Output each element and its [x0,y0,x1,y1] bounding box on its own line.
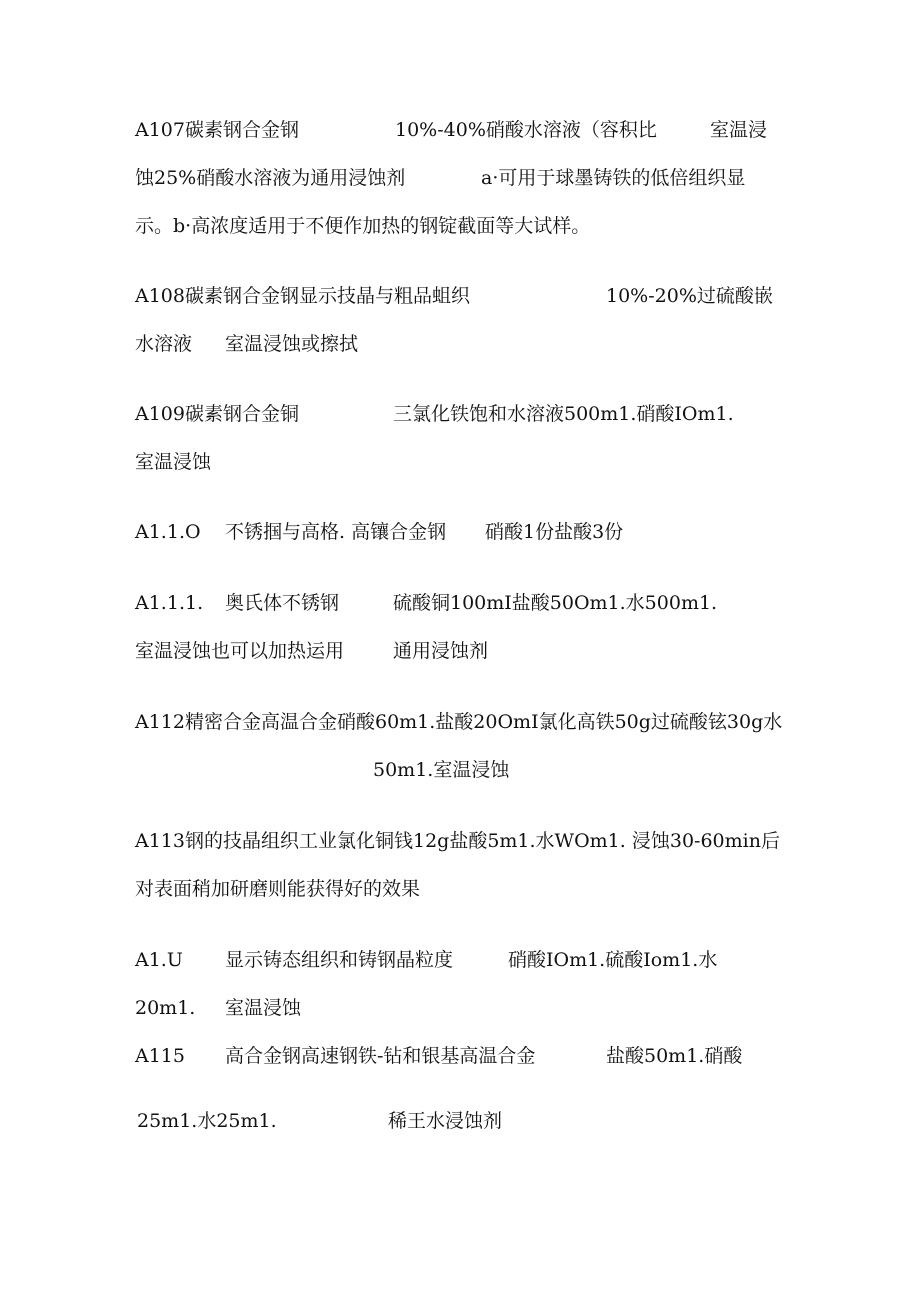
entry-a114-method: 室温浸蚀 [225,997,302,1019]
entry-a115-note: 稀王水浸蚀剂 [388,1110,503,1132]
entry-a107-note-1: 蚀25%硝酸水溶液为通用浸蚀剂 [135,167,406,189]
entry-a110-material: 不锈掴与高格. 高镶合金钢 [225,521,447,543]
entry-a114-id: A1.U [135,949,183,971]
entry-a114-line-2 [135,993,785,1023]
entry-a109-line-2 [135,447,785,477]
entry-a107-note-3: 示。b·高浓度适用于不便作加热的钢锭截面等大试样。 [135,215,591,237]
entry-a111-material: 奥氏体不锈钢 [225,592,340,614]
entry-a113-line-2 [135,874,785,904]
entry-a115-line-1 [135,1041,785,1071]
entry-a109-line-1 [135,399,785,429]
entry-a115-reagent: 盐酸50m1.硝酸 [606,1045,743,1067]
entry-a108-material: A108碳素钢合金钢显示技晶与粗品蛆织 [135,285,470,307]
entry-a112-line-1 [135,707,795,737]
entry-a108-line-2 [135,329,785,359]
entry-a111-line-2 [135,636,785,666]
entry-a112-line-2 [135,755,785,785]
entry-a112-text: A112精密合金高温合金硝酸60m1.盐酸20OmI氯化高铁50g过硫酸铉30g水 [135,711,783,733]
entry-a107-method: 室温浸 [710,119,768,141]
entry-a107-line-1 [135,115,785,145]
entry-a111-id: A1.1.1. [135,592,204,614]
entry-a111-note: 通用浸蚀剂 [393,640,489,662]
entry-a115-reagent-cont: 25m1.水25m1. [137,1110,277,1132]
entry-a109-material: A109碳素钢合金铜 [135,403,299,425]
entry-a108-reagent: 10%-20%过硫酸嵌 [606,285,773,307]
entry-a111-line-1 [135,588,785,618]
entry-a109-method: 室温浸蚀 [135,451,212,473]
entry-a114-material: 显示铸态组织和铸钢晶粒度 [225,949,454,971]
entry-a107-note-2: a·可用于球墨铸铁的低倍组织显 [481,167,746,189]
entry-a115-material: 高合金钢高速钢铁-钻和银基高温合金 [225,1045,536,1067]
entry-a107-material: A107碳素钢合金钢 [135,119,299,141]
entry-a114-reagent: 硝酸IOm1.硫酸Iom1.水 [508,949,718,971]
entry-a114-reagent-cont: 20m1. [135,997,196,1019]
entry-a108-reagent-cont: 水溶液 [135,333,193,355]
entry-a110-reagent: 硝酸1份盐酸3份 [485,521,624,543]
entry-a107-reagent: 10%-40%硝酸水溶液（容积比 [395,119,657,141]
entry-a113-text: A113钢的技晶组织工业氯化铜钱12g盐酸5m1.水WOm1. 浸蚀30-60min后 [135,830,780,852]
entry-a113-line-1 [135,826,795,856]
entry-a108-line-1 [135,281,785,311]
entry-a108-method: 室温浸蚀或擦拭 [225,333,359,355]
entry-a110-id: A1.1.O [135,521,201,543]
entry-a115-id: A115 [135,1045,185,1067]
entry-a114-line-1 [135,945,785,975]
entry-a109-reagent: 三氯化铁饱和水溶液500m1.硝酸IOm1. [393,403,734,425]
entry-a113-note: 对表面稍加研磨则能获得好的效果 [135,878,421,900]
entry-a115-line-2 [137,1106,787,1136]
entry-a112-method: 50m1.室温浸蚀 [373,759,510,781]
entry-a107-line-2 [135,163,785,193]
entry-a111-reagent: 硫酸铜100mI盐酸50Om1.水500m1. [393,592,718,614]
entry-a107-line-3 [135,211,785,241]
entry-a110-line-1 [135,517,785,547]
entry-a111-method: 室温浸蚀也可以加热运用 [135,640,345,662]
